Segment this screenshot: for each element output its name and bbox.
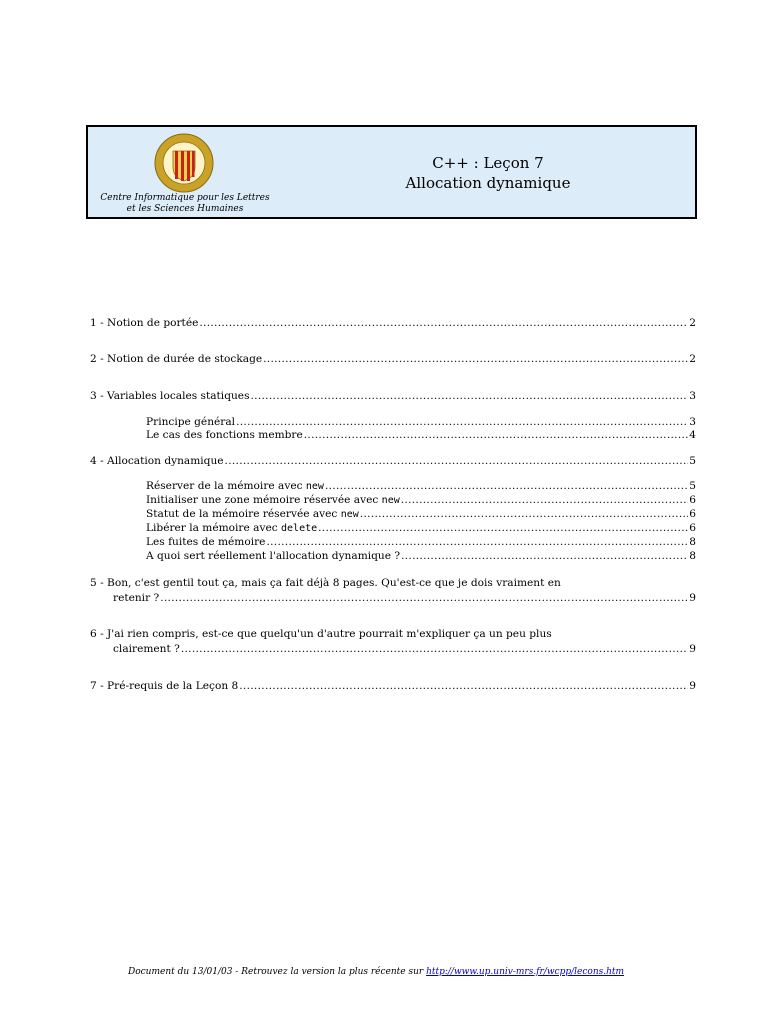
toc-entry-6[interactable] [113,643,696,656]
toc-entry-4d[interactable] [146,522,696,535]
toc-code: delete [281,523,318,534]
toc-entry-4a[interactable] [146,480,696,493]
title-line-1: C++ : Leçon 7 [432,154,544,172]
toc-page: 6 [689,522,696,534]
footer-link[interactable]: http://www.up.univ-mrs.fr/wcpp/lecons.htm [426,967,625,977]
footer-text: Retrouvez la version la plus récente sur [241,967,427,977]
toc-page: 2 [689,353,696,365]
institute-line-2: et les Sciences Humaines [126,204,244,214]
toc-page: 9 [689,680,696,692]
toc-page: 9 [689,643,696,655]
toc-page: 8 [689,550,696,562]
toc-entry-4e[interactable] [146,536,696,549]
toc-page: 2 [689,317,696,329]
toc-code: new [381,495,400,506]
toc-label: Les fuites de mémoire [146,536,266,548]
toc-label: Statut de la mémoire réservée avec [146,508,341,520]
page-footer [128,967,696,977]
toc-label: Principe général [146,416,236,428]
toc-entry-4f[interactable] [146,550,696,563]
toc-label: Réserver de la mémoire avec [146,480,306,492]
toc-entry-7[interactable] [90,680,696,693]
toc-entry-2[interactable] [90,353,696,366]
toc-label: 2 - Notion de durée de stockage [90,353,263,365]
toc-entry-5[interactable] [113,592,696,605]
toc-page: 5 [689,455,696,467]
toc-page: 4 [689,429,696,441]
toc-label: A quoi sert réellement l'allocation dynamique ? [146,550,401,562]
toc-page: 8 [689,536,696,548]
toc-label: retenir ? [113,592,160,604]
toc-entry-5-line-1[interactable]: 5 - Bon, c'est gentil tout ça, mais ça fait déjà 8 pages. Qu'est-ce que je dois vraiment en [90,577,561,589]
toc-entry-6-line-1[interactable]: 6 - J'ai rien compris, est-ce que quelqu'un d'autre pourrait m'expliquer ça un peu plus [90,628,552,640]
toc-page: 6 [689,508,696,520]
toc-entry-3[interactable] [90,390,696,403]
toc-entry-3a[interactable] [146,416,696,429]
toc-label: Libérer la mémoire avec [146,522,282,534]
toc-label: 4 - Allocation dynamique [90,455,224,467]
toc-entry-4[interactable] [90,455,696,468]
toc-entry-4b[interactable] [146,494,696,507]
toc-label: 1 - Notion de portée [90,317,199,329]
toc-entry-3b[interactable] [146,429,696,442]
toc-page: 3 [689,390,696,402]
toc-label: 7 - Pré-requis de la Leçon 8 [90,680,239,692]
toc-label: clairement ? [113,643,180,655]
footer-date: Document du 13/01/03 - [128,967,242,977]
institute-line-1: Centre Informatique pour les Lettres [100,193,270,203]
toc-label: Initialiser une zone mémoire réservée avec [146,494,382,506]
toc-code: new [340,509,359,520]
toc-page: 9 [689,592,696,604]
toc-label: 3 - Variables locales statiques [90,390,250,402]
toc-code: new [305,481,324,492]
toc-label: Le cas des fonctions membre [146,429,303,441]
toc-page: 3 [689,416,696,428]
toc-page: 5 [689,480,696,492]
toc-page: 6 [689,494,696,506]
toc-entry-4c[interactable] [146,508,696,521]
toc-entry-1[interactable] [90,317,696,330]
title-line-2: Allocation dynamique [405,174,571,192]
